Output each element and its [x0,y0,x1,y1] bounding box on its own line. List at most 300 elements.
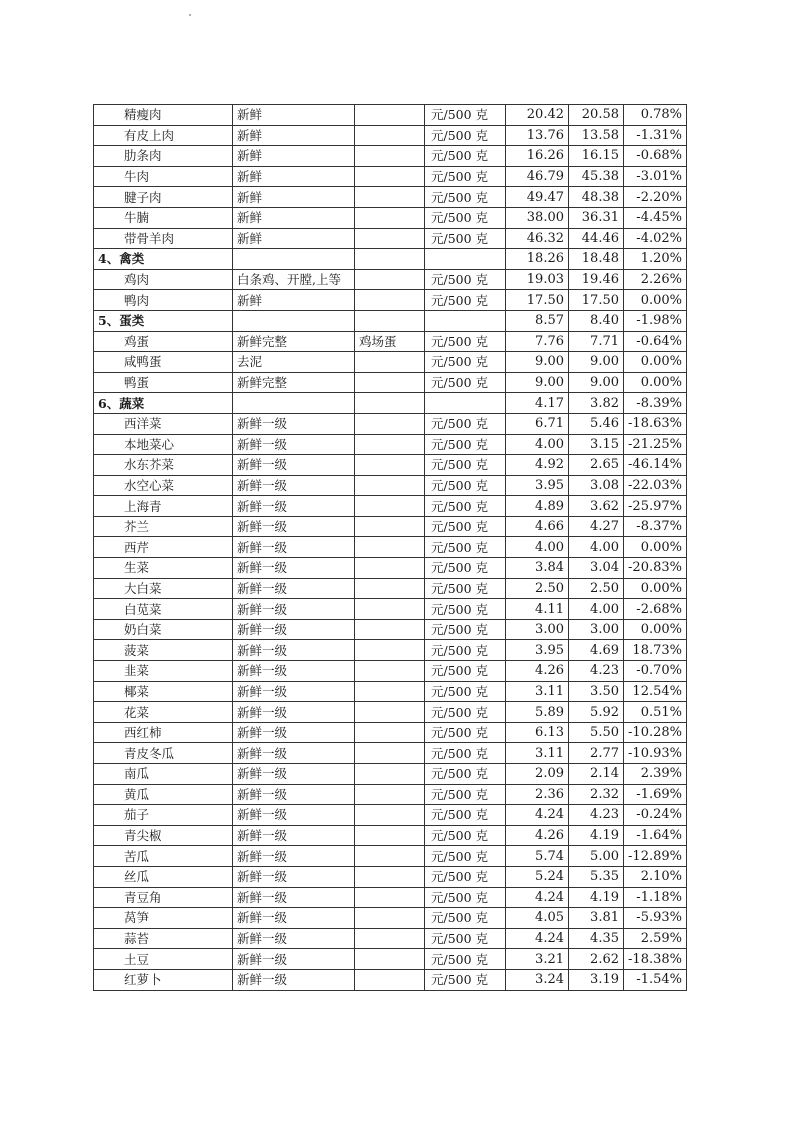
table-row [94,352,687,373]
curr-price: 3.00 [569,619,624,640]
curr-price: 3.50 [569,681,624,702]
item-name: 本地菜心 [94,434,233,455]
item-spec: 新鲜一级 [233,825,355,846]
table-row [94,640,687,661]
prev-price: 4.24 [506,887,569,908]
item-unit: 元/500 克 [425,640,506,661]
item-spec: 新鲜一级 [233,516,355,537]
curr-price: 4.27 [569,516,624,537]
item-unit: 元/500 克 [425,681,506,702]
item-spec: 新鲜 [233,228,355,249]
curr-price: 4.35 [569,928,624,949]
change-percent: -21.25% [624,434,687,455]
table-row [94,558,687,579]
curr-price: 2.32 [569,784,624,805]
item-spec: 新鲜一级 [233,434,355,455]
item-note [355,105,425,126]
table-body [94,105,687,991]
item-unit: 元/500 克 [425,908,506,929]
item-spec: 新鲜一级 [233,619,355,640]
item-unit: 元/500 克 [425,105,506,126]
table-row [94,578,687,599]
item-spec: 新鲜一级 [233,558,355,579]
item-note [355,393,425,414]
table-row [94,207,687,228]
item-note [355,578,425,599]
item-name: 花菜 [94,702,233,723]
item-unit: 元/500 克 [425,599,506,620]
item-unit: 元/500 克 [425,475,506,496]
curr-price: 4.23 [569,661,624,682]
prev-price: 4.26 [506,825,569,846]
prev-price: 5.24 [506,866,569,887]
item-note [355,805,425,826]
item-name: 腱子肉 [94,187,233,208]
item-note [355,372,425,393]
item-spec: 新鲜一级 [233,908,355,929]
change-percent: -18.63% [624,413,687,434]
item-note [355,352,425,373]
item-spec: 新鲜一级 [233,681,355,702]
item-name: 带骨羊肉 [94,228,233,249]
table-row [94,146,687,167]
item-note [355,146,425,167]
change-percent: -10.28% [624,722,687,743]
curr-price: 2.50 [569,578,624,599]
prev-price: 6.71 [506,413,569,434]
table-row [94,455,687,476]
item-spec [233,249,355,270]
prev-price: 3.95 [506,475,569,496]
table-row [94,949,687,970]
item-unit [425,310,506,331]
item-spec: 新鲜 [233,187,355,208]
item-name: 丝瓜 [94,866,233,887]
item-unit: 元/500 克 [425,805,506,826]
change-percent: 0.00% [624,578,687,599]
prev-price: 17.50 [506,290,569,311]
curr-price: 45.38 [569,166,624,187]
item-note [355,949,425,970]
item-unit: 元/500 克 [425,496,506,517]
curr-price: 4.00 [569,537,624,558]
change-percent: -1.31% [624,125,687,146]
table-row [94,928,687,949]
table-row [94,496,687,517]
item-name: 鸭蛋 [94,372,233,393]
curr-price: 3.82 [569,393,624,414]
item-note [355,661,425,682]
curr-price: 4.23 [569,805,624,826]
item-spec: 白条鸡、开膛,上等 [233,269,355,290]
prev-price: 4.66 [506,516,569,537]
change-percent: -2.68% [624,599,687,620]
item-note [355,187,425,208]
change-percent: 0.00% [624,290,687,311]
table-row [94,475,687,496]
item-unit: 元/500 克 [425,516,506,537]
prev-price: 8.57 [506,310,569,331]
table-row [94,434,687,455]
prev-price: 3.84 [506,558,569,579]
prev-price: 9.00 [506,352,569,373]
table-row [94,846,687,867]
item-name: 牛肉 [94,166,233,187]
change-percent: -18.38% [624,949,687,970]
item-spec: 新鲜一级 [233,702,355,723]
item-name: 土豆 [94,949,233,970]
item-name: 鸭肉 [94,290,233,311]
item-spec: 去泥 [233,352,355,373]
item-note [355,825,425,846]
item-note [355,475,425,496]
table-row [94,187,687,208]
item-note [355,681,425,702]
table-row [94,702,687,723]
item-note [355,743,425,764]
change-percent: 18.73% [624,640,687,661]
curr-price: 8.40 [569,310,624,331]
item-unit: 元/500 克 [425,269,506,290]
prev-price: 38.00 [506,207,569,228]
curr-price: 9.00 [569,372,624,393]
prev-price: 4.24 [506,928,569,949]
curr-price: 5.92 [569,702,624,723]
prev-price: 46.79 [506,166,569,187]
item-unit: 元/500 克 [425,166,506,187]
item-note [355,207,425,228]
item-spec: 新鲜一级 [233,455,355,476]
table-row [94,969,687,990]
prev-price: 4.00 [506,434,569,455]
item-spec: 新鲜一级 [233,475,355,496]
item-note [355,866,425,887]
prev-price: 5.89 [506,702,569,723]
item-unit: 元/500 克 [425,125,506,146]
item-spec: 新鲜 [233,207,355,228]
item-name: 芥兰 [94,516,233,537]
curr-price: 20.58 [569,105,624,126]
item-note [355,166,425,187]
item-note [355,887,425,908]
prev-price: 46.32 [506,228,569,249]
item-spec: 新鲜一级 [233,496,355,517]
change-percent: 1.20% [624,249,687,270]
item-unit: 元/500 克 [425,558,506,579]
item-name: 生菜 [94,558,233,579]
item-note [355,640,425,661]
prev-price: 4.92 [506,455,569,476]
item-name: 精瘦肉 [94,105,233,126]
item-name: 6、蔬菜 [94,393,233,414]
table-row [94,228,687,249]
item-spec [233,310,355,331]
prev-price: 5.74 [506,846,569,867]
item-note [355,702,425,723]
table-row [94,537,687,558]
item-unit: 元/500 克 [425,331,506,352]
change-percent: -0.64% [624,331,687,352]
item-name: 鸡肉 [94,269,233,290]
prev-price: 3.24 [506,969,569,990]
prev-price: 3.21 [506,949,569,970]
item-unit: 元/500 克 [425,413,506,434]
item-name: 白苋菜 [94,599,233,620]
item-unit: 元/500 克 [425,949,506,970]
item-unit: 元/500 克 [425,537,506,558]
item-note [355,846,425,867]
curr-price: 5.00 [569,846,624,867]
item-note [355,228,425,249]
change-percent: -25.97% [624,496,687,517]
item-unit: 元/500 克 [425,743,506,764]
change-percent: 12.54% [624,681,687,702]
change-percent: 0.00% [624,372,687,393]
item-note [355,269,425,290]
curr-price: 3.19 [569,969,624,990]
item-note [355,969,425,990]
prev-price: 18.26 [506,249,569,270]
item-spec: 新鲜完整 [233,372,355,393]
item-note [355,537,425,558]
table-row [94,372,687,393]
item-name: 青豆角 [94,887,233,908]
table-row [94,105,687,126]
prev-price: 2.50 [506,578,569,599]
table-row [94,619,687,640]
item-name: 水东芥菜 [94,455,233,476]
item-spec: 新鲜 [233,146,355,167]
item-note: 鸡场蛋 [355,331,425,352]
item-unit: 元/500 克 [425,846,506,867]
prev-price: 6.13 [506,722,569,743]
item-spec: 新鲜一级 [233,764,355,785]
item-name: 牛腩 [94,207,233,228]
item-name: 西洋菜 [94,413,233,434]
curr-price: 3.62 [569,496,624,517]
curr-price: 44.46 [569,228,624,249]
item-name: 椰菜 [94,681,233,702]
item-name: 南瓜 [94,764,233,785]
item-note [355,908,425,929]
curr-price: 5.35 [569,866,624,887]
table-row [94,805,687,826]
item-name: 红萝卜 [94,969,233,990]
change-percent: -5.93% [624,908,687,929]
item-unit: 元/500 克 [425,146,506,167]
item-name: 有皮上肉 [94,125,233,146]
item-name: 韭菜 [94,661,233,682]
prev-price: 3.00 [506,619,569,640]
item-spec: 新鲜 [233,290,355,311]
table-row [94,825,687,846]
change-percent: -0.24% [624,805,687,826]
change-percent: -12.89% [624,846,687,867]
curr-price: 19.46 [569,269,624,290]
item-spec: 新鲜一级 [233,599,355,620]
item-note [355,722,425,743]
item-note [355,558,425,579]
prev-price: 3.11 [506,743,569,764]
item-note [355,125,425,146]
item-unit: 元/500 克 [425,372,506,393]
item-spec: 新鲜完整 [233,331,355,352]
item-spec: 新鲜 [233,105,355,126]
table-row [94,599,687,620]
table-row [94,516,687,537]
item-note [355,619,425,640]
curr-price: 3.08 [569,475,624,496]
item-spec: 新鲜一级 [233,743,355,764]
change-percent: -1.18% [624,887,687,908]
item-spec: 新鲜一级 [233,640,355,661]
curr-price: 4.19 [569,825,624,846]
item-spec: 新鲜 [233,166,355,187]
item-name: 大白菜 [94,578,233,599]
item-unit: 元/500 克 [425,722,506,743]
change-percent: 2.59% [624,928,687,949]
scan-speck [189,14,191,16]
curr-price: 2.14 [569,764,624,785]
item-note [355,496,425,517]
item-note [355,249,425,270]
item-unit: 元/500 克 [425,434,506,455]
change-percent: -46.14% [624,455,687,476]
change-percent: -1.64% [624,825,687,846]
item-note [355,290,425,311]
item-name: 4、禽类 [94,249,233,270]
change-percent: 0.00% [624,537,687,558]
prev-price: 2.36 [506,784,569,805]
item-name: 鸡蛋 [94,331,233,352]
table-row [94,166,687,187]
item-spec: 新鲜一级 [233,949,355,970]
item-unit: 元/500 克 [425,187,506,208]
item-name: 蒜苔 [94,928,233,949]
prev-price: 2.09 [506,764,569,785]
item-unit: 元/500 克 [425,764,506,785]
curr-price: 7.71 [569,331,624,352]
prev-price: 4.24 [506,805,569,826]
item-name: 西芹 [94,537,233,558]
change-percent: 2.39% [624,764,687,785]
item-unit: 元/500 克 [425,455,506,476]
item-name: 水空心菜 [94,475,233,496]
item-spec: 新鲜一级 [233,722,355,743]
curr-price: 9.00 [569,352,624,373]
curr-price: 3.15 [569,434,624,455]
price-table [93,104,687,991]
change-percent: -3.01% [624,166,687,187]
table-row [94,866,687,887]
table-row [94,413,687,434]
curr-price: 13.58 [569,125,624,146]
item-unit [425,249,506,270]
prev-price: 4.17 [506,393,569,414]
item-spec: 新鲜一级 [233,846,355,867]
item-name: 咸鸭蛋 [94,352,233,373]
curr-price: 4.19 [569,887,624,908]
item-spec: 新鲜一级 [233,578,355,599]
prev-price: 13.76 [506,125,569,146]
change-percent: -1.54% [624,969,687,990]
change-percent: -0.68% [624,146,687,167]
change-percent: -8.37% [624,516,687,537]
change-percent: -4.45% [624,207,687,228]
curr-price: 18.48 [569,249,624,270]
table-row [94,722,687,743]
prev-price: 4.26 [506,661,569,682]
item-name: 茄子 [94,805,233,826]
change-percent: 2.26% [624,269,687,290]
item-unit: 元/500 克 [425,887,506,908]
item-spec: 新鲜一级 [233,969,355,990]
item-note [355,310,425,331]
change-percent: 0.00% [624,619,687,640]
prev-price: 4.89 [506,496,569,517]
table-row [94,269,687,290]
curr-price: 3.81 [569,908,624,929]
item-spec: 新鲜一级 [233,887,355,908]
item-note [355,928,425,949]
curr-price: 4.00 [569,599,624,620]
item-spec: 新鲜一级 [233,413,355,434]
curr-price: 5.50 [569,722,624,743]
change-percent: 0.00% [624,352,687,373]
prev-price: 4.00 [506,537,569,558]
curr-price: 2.77 [569,743,624,764]
item-name: 奶白菜 [94,619,233,640]
item-note [355,764,425,785]
item-name: 菠菜 [94,640,233,661]
item-unit: 元/500 克 [425,702,506,723]
item-name: 青皮冬瓜 [94,743,233,764]
change-percent: 0.78% [624,105,687,126]
curr-price: 2.62 [569,949,624,970]
table-row [94,681,687,702]
curr-price: 17.50 [569,290,624,311]
table-row [94,887,687,908]
curr-price: 36.31 [569,207,624,228]
prev-price: 4.05 [506,908,569,929]
item-unit: 元/500 克 [425,661,506,682]
item-name: 青尖椒 [94,825,233,846]
table-row [94,784,687,805]
category-row [94,310,687,331]
item-unit: 元/500 克 [425,619,506,640]
table-row [94,908,687,929]
change-percent: -4.02% [624,228,687,249]
prev-price: 3.11 [506,681,569,702]
change-percent: 0.51% [624,702,687,723]
item-unit: 元/500 克 [425,928,506,949]
prev-price: 16.26 [506,146,569,167]
curr-price: 5.46 [569,413,624,434]
item-spec: 新鲜一级 [233,537,355,558]
prev-price: 4.11 [506,599,569,620]
curr-price: 4.69 [569,640,624,661]
item-name: 西红柿 [94,722,233,743]
item-spec: 新鲜一级 [233,784,355,805]
item-name: 莴笋 [94,908,233,929]
item-spec: 新鲜一级 [233,805,355,826]
table-row [94,764,687,785]
prev-price: 9.00 [506,372,569,393]
change-percent: -1.98% [624,310,687,331]
item-unit [425,393,506,414]
curr-price: 2.65 [569,455,624,476]
item-spec: 新鲜一级 [233,928,355,949]
